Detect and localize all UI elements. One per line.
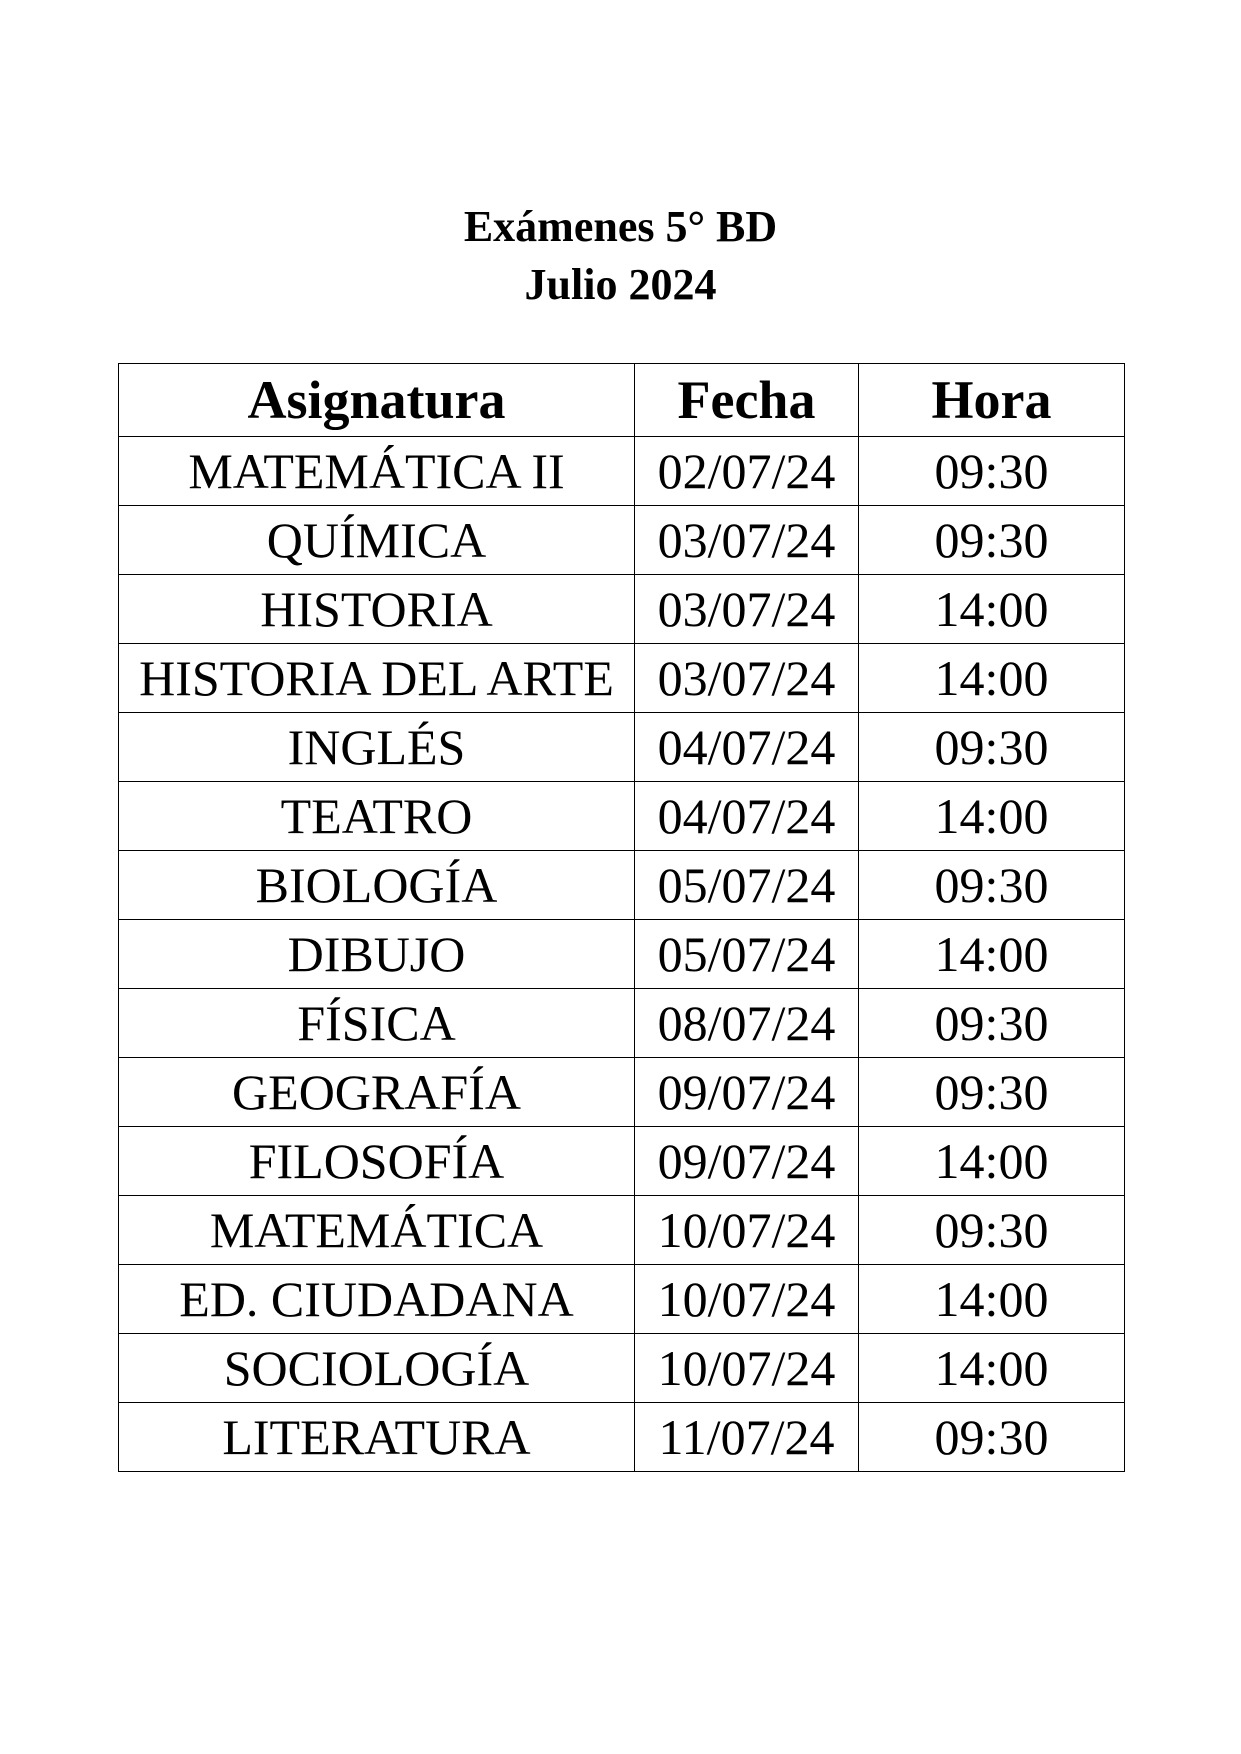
cell-date: 03/07/24 (635, 506, 859, 575)
cell-subject: MATEMÁTICA (119, 1196, 635, 1265)
title-line-exams: Exámenes 5° BD (463, 202, 778, 251)
cell-date: 10/07/24 (635, 1196, 859, 1265)
cell-subject: SOCIOLOGÍA (119, 1334, 635, 1403)
cell-subject: GEOGRAFÍA (119, 1058, 635, 1127)
table-row (119, 1058, 1125, 1127)
cell-time: 09:30 (859, 713, 1125, 782)
document-title (0, 198, 1241, 314)
cell-date: 03/07/24 (635, 575, 859, 644)
cell-time: 09:30 (859, 1058, 1125, 1127)
header-time: Hora (859, 364, 1125, 437)
cell-time: 09:30 (859, 437, 1125, 506)
cell-time: 09:30 (859, 851, 1125, 920)
cell-subject: INGLÉS (119, 713, 635, 782)
table-row (119, 1334, 1125, 1403)
cell-subject: FILOSOFÍA (119, 1127, 635, 1196)
cell-date: 04/07/24 (635, 782, 859, 851)
header-date: Fecha (635, 364, 859, 437)
cell-subject: DIBUJO (119, 920, 635, 989)
cell-subject: BIOLOGÍA (119, 851, 635, 920)
cell-time: 14:00 (859, 644, 1125, 713)
table-row (119, 782, 1125, 851)
cell-subject: HISTORIA DEL ARTE (119, 644, 635, 713)
cell-subject: LITERATURA (119, 1403, 635, 1472)
cell-time: 14:00 (859, 920, 1125, 989)
table-row (119, 506, 1125, 575)
table-body (119, 437, 1125, 1472)
table-row (119, 713, 1125, 782)
cell-time: 09:30 (859, 1196, 1125, 1265)
table-row (119, 644, 1125, 713)
cell-subject: HISTORIA (119, 575, 635, 644)
exam-schedule-table (118, 363, 1125, 1472)
cell-time: 14:00 (859, 1334, 1125, 1403)
cell-date: 09/07/24 (635, 1127, 859, 1196)
cell-time: 14:00 (859, 575, 1125, 644)
cell-subject: TEATRO (119, 782, 635, 851)
cell-subject: FÍSICA (119, 989, 635, 1058)
cell-date: 09/07/24 (635, 1058, 859, 1127)
table-row (119, 437, 1125, 506)
header-subject: Asignatura (119, 364, 635, 437)
cell-date: 08/07/24 (635, 989, 859, 1058)
table-row (119, 920, 1125, 989)
cell-date: 04/07/24 (635, 713, 859, 782)
cell-date: 05/07/24 (635, 851, 859, 920)
title-line-month: Julio 2024 (524, 260, 717, 309)
table-row (119, 1127, 1125, 1196)
table-row (119, 989, 1125, 1058)
table-row (119, 1403, 1125, 1472)
table-row (119, 851, 1125, 920)
cell-time: 14:00 (859, 1127, 1125, 1196)
cell-date: 03/07/24 (635, 644, 859, 713)
cell-time: 14:00 (859, 782, 1125, 851)
cell-time: 09:30 (859, 1403, 1125, 1472)
table-header-row (119, 364, 1125, 437)
cell-subject: MATEMÁTICA II (119, 437, 635, 506)
cell-date: 10/07/24 (635, 1334, 859, 1403)
cell-time: 14:00 (859, 1265, 1125, 1334)
cell-time: 09:30 (859, 989, 1125, 1058)
cell-date: 11/07/24 (635, 1403, 859, 1472)
cell-time: 09:30 (859, 506, 1125, 575)
table-row (119, 1265, 1125, 1334)
cell-subject: QUÍMICA (119, 506, 635, 575)
cell-subject: ED. CIUDADANA (119, 1265, 635, 1334)
cell-date: 05/07/24 (635, 920, 859, 989)
table-row (119, 1196, 1125, 1265)
cell-date: 10/07/24 (635, 1265, 859, 1334)
table-row (119, 575, 1125, 644)
cell-date: 02/07/24 (635, 437, 859, 506)
